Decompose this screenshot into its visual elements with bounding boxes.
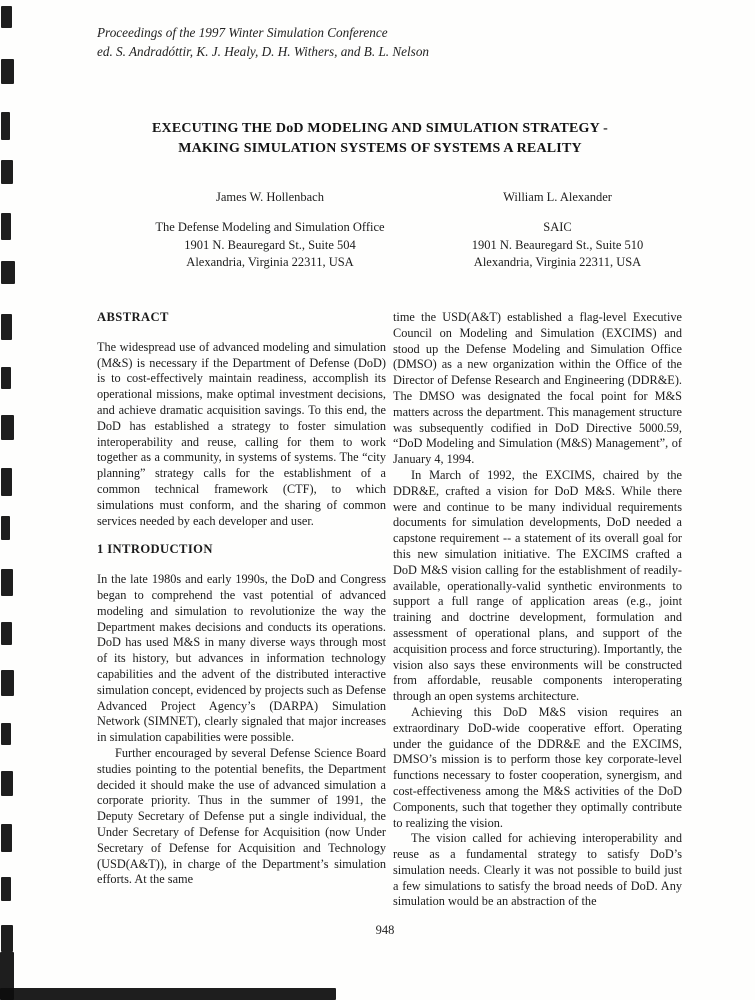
scan-artifact-mark [1,569,13,596]
scan-artifact-mark [1,622,12,645]
scan-artifact-mark [1,415,14,440]
scan-artifact-mark [0,988,336,1000]
author-block-hollenbach [120,190,420,272]
paper-title-line1: EXECUTING THE DoD MODELING AND SIMULATION STRATEGY - [151,121,608,136]
author-name: James W. Hollenbach [216,190,324,204]
body-paragraph-3: Achieving this DoD M&S vision requires an extraordinary DoD-wide cooperative effort. Operating under the guidance of the DDR&E and the EXCIMS, DMSO’s mission is to perform those key corporate-level functions necessary to foster cooperation, synergism, and cost-effectiveness among the M&S activities of the DoD Components, such that together they optimally contribute to realizing the vision. [393,704,682,830]
scan-artifact-mark [1,367,11,389]
proceedings-title: Proceedings of the 1997 Winter Simulation Conference [97,25,388,40]
body-paragraph-2: In March of 1992, the EXCIMS, chaired by the DDR&E, crafted a vision for DoD M&S. While there were and continue to be many individual requirements documents for simulation developments, DoD needed a capstone requirement -- a statement of its overall goal for this new simulation initiative. The EXCIMS crafted a DoD M&S vision calling for the establishment of readily-available, operationally-valid synthetic environments to support a full range of application areas (e.g., joint training and doctrine development, formulation and assessment of operational plans, and support of the acquisition process and force structuring). Importantly, the vision also says these environments will be constructed from affordable, reusable components interoperating through an open systems architecture. [393,467,682,704]
paper-title [75,119,685,159]
right-column [393,310,682,910]
introduction-heading: 1 INTRODUCTION [97,542,213,557]
body-paragraph-4: The vision called for achieving interoperability and reuse as a fundamental strategy to satisfy DoD’s simulation needs. Clearly it was not possible to build just a few simulations to satisfy the broad needs of DoD. Any simulation would be an abstraction of the [393,831,682,909]
abstract-paragraph: The widespread use of advanced modeling and simulation (M&S) is necessary if the Department of Defense (DoD) is to cost-effectively maintain readiness, accomplish its operational missions, make optimal investment decisions, and achieve dramatic acquisition savings. To this end, the DoD has established a strategy to foster simulation interoperability and reuse, calling for them to work together as a community, in systems of systems. The “city planning” strategy calls for the establishment of a common technical framework (CTF), to which simulations must conform, and the sharing of common services needed by each developer and user. [97,339,386,528]
scan-artifact-mark [1,314,12,340]
scan-artifact-mark [1,824,12,852]
proceedings-editors: ed. S. Andradóttir, K. J. Healy, D. H. Withers, and B. L. Nelson [97,43,430,59]
author-block-alexander [420,190,695,272]
introduction-paragraph-1: In the late 1980s and early 1990s, the DoD and Congress began to comprehend the vast potential of advanced modeling and simulation to revolutionize the way the Department makes decisions and conducts its operations. DoD has used M&S in many diverse ways through most of its history, but advances in information technology capabilities and the advent of the distributed interactive simulation concept, evidenced by projects such as Defense Advanced Project Agency’s (DARPA) Simulation Network (SIMNET), clearly signaled that major increases in simulation capabilities were possible. [97,572,386,745]
scan-artifact-mark [1,877,11,901]
scan-artifact-mark [1,771,13,796]
scan-artifact-mark [1,468,12,496]
scan-artifact-mark [1,925,13,952]
author-address: 1901 N. Beauregard St., Suite 504 [184,237,356,252]
author-address: Alexandria, Virginia 22311, USA [473,255,642,269]
left-column [97,310,386,888]
author-address: Alexandria, Virginia 22311, USA [186,255,354,269]
scan-artifact-mark [1,261,15,284]
scan-artifact-mark [1,670,14,696]
page-number: 948 [375,923,395,937]
author-affiliation: The Defense Modeling and Simulation Office [155,220,385,234]
author-address: 1901 N. Beauregard St., Suite 510 [471,237,644,252]
paper-title-line2: MAKING SIMULATION SYSTEMS OF SYSTEMS A REALITY [178,141,582,156]
scan-artifact-mark [1,723,11,745]
proceedings-header [97,24,657,61]
body-paragraph-1: time the USD(A&T) established a flag-level Executive Council on Modeling and Simulation (EXCIMS) and stood up the Defense Modeling and Simulation Office (DMSO) as a new organization within the Office of the Director of Defense Research and Engineering (DDR&E). The DMSO was designated the focal point for M&S matters across the department. This management structure was subsequently codified in DoD Directive 5000.59, “DoD Modeling and Simulation (M&S) Management”, of January 4, 1994. [393,310,682,467]
scan-artifact-mark [1,6,12,28]
scan-artifact-mark [1,516,10,540]
scan-artifact-mark [1,59,14,84]
scan-artifact-mark [1,112,10,140]
scan-artifact-mark [1,213,11,240]
abstract-heading: ABSTRACT [97,310,169,324]
author-name: William L. Alexander [503,190,612,204]
scan-artifact-mark [1,160,13,184]
introduction-paragraph-2: Further encouraged by several Defense Science Board studies pointing to the potential benefits, the Department decided it should make the use of advanced simulation a corporate priority. Thus in the summer of 1991, the Deputy Secretary of Defense put a single individual, the Under Secretary of Defense for Acquisition (now Under Secretary of Defense for Acquisition and Technology (USD(A&T)), in charge of the Department’s simulation efforts. At the same [97,745,386,887]
author-affiliation: SAIC [543,220,572,234]
